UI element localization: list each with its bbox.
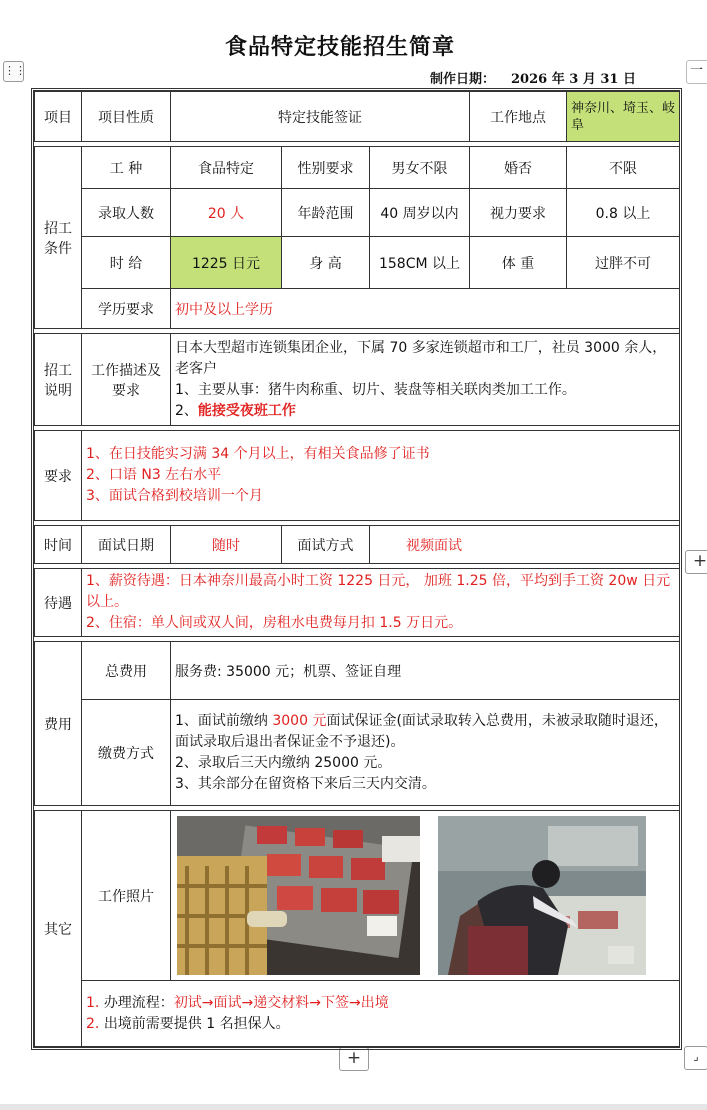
conditions-section: 招工条件	[35, 147, 82, 329]
treatment-item-2: 2、住宿：单人间或双人间，房租水电费每月扣 1.5 万日元。	[86, 615, 463, 631]
payment-item-2: 2、录取后三天内缴纳 25000 元。	[175, 754, 392, 771]
treatment-content	[82, 569, 680, 637]
gender-label: 性别要求	[282, 147, 370, 189]
process-number: 1.	[86, 994, 104, 1011]
gender-value: 男女不限	[370, 147, 470, 189]
job-type-label: 工 种	[82, 147, 171, 189]
marriage-value: 不限	[567, 147, 680, 189]
wage-value: 1225 日元	[171, 237, 282, 289]
marriage-label: 婚否	[470, 147, 567, 189]
header-item: 项目	[35, 92, 82, 142]
requirement-item-1: 1、在日技能实习满 34 个月以上，有相关食品修了证书	[86, 446, 430, 462]
add-column-plus-icon[interactable]: +	[685, 550, 707, 574]
conditions-row-2	[35, 189, 680, 237]
header-nature-value: 特定技能签证	[171, 92, 470, 142]
height-value: 158CM 以上	[370, 237, 470, 289]
header-row	[35, 92, 680, 142]
total-fee-label: 总费用	[82, 642, 171, 700]
date-label: 制作日期：	[430, 72, 496, 87]
education-label: 学历要求	[82, 289, 171, 329]
description-line-3-prefix: 2、	[175, 402, 198, 419]
requirements-content	[82, 431, 680, 521]
height-label: 身 高	[282, 237, 370, 289]
other-notes	[82, 981, 680, 1047]
add-row-plus-icon[interactable]: +	[339, 1047, 369, 1071]
header-location: 工作地点	[470, 92, 567, 142]
wage-label: 时 给	[82, 237, 171, 289]
description-content	[171, 334, 680, 426]
description-line-3	[175, 401, 675, 422]
photos-cell	[171, 811, 680, 981]
payment-content	[171, 700, 680, 806]
vision-label: 视力要求	[470, 189, 567, 237]
conditions-row-4	[35, 289, 680, 329]
description-label: 工作描述及要求	[82, 334, 171, 426]
conditions-row-3	[35, 237, 680, 289]
requirements-row	[35, 431, 680, 521]
process-line	[86, 993, 675, 1014]
process-steps: 初试→面试→递交材料→下签→出境	[173, 994, 389, 1011]
weight-value: 过胖不可	[567, 237, 680, 289]
payment-label: 缴费方式	[82, 700, 171, 806]
headcount-label: 录取人数	[82, 189, 171, 237]
worker-cutting-photo	[438, 816, 646, 975]
guarantor-text: 出境前需要提供 1 名担保人。	[103, 1015, 290, 1032]
payment-item-1	[175, 711, 675, 753]
page-title: 食品特定技能招生简章	[224, 35, 455, 60]
next-page-peek: 一	[686, 60, 707, 84]
age-value: 40 周岁以内	[370, 189, 470, 237]
treatment-section: 待遇	[35, 569, 82, 637]
age-label: 年龄范围	[282, 189, 370, 237]
other-row-1	[35, 811, 680, 981]
other-section: 其它	[35, 811, 82, 1047]
guarantor-number: 2.	[86, 1015, 104, 1032]
treatment-row	[35, 569, 680, 637]
process-label: 办理流程：	[103, 994, 174, 1011]
job-type-value: 食品特定	[171, 147, 282, 189]
description-line-2: 1、主要从事：猪牛肉称重、切片、装盘等相关联肉类加工工作。	[175, 381, 576, 398]
requirement-item-3: 3、面试合格到校培训一个月	[86, 488, 263, 504]
move-handle-icon[interactable]: ⋮⋮	[3, 61, 24, 82]
creation-date	[430, 68, 636, 87]
header-nature: 项目性质	[82, 92, 171, 142]
description-section: 招工说明	[35, 334, 82, 426]
other-row-2	[35, 981, 680, 1047]
treatment-item-1: 1、薪资待遇：日本神奈川最高小时工资 1225 日元， 加班 1.25 倍，平均到手工资 20w 日元以上。	[86, 573, 671, 610]
deposit-amount: 3000 元	[272, 712, 327, 729]
vision-value: 0.8 以上	[567, 189, 680, 237]
weight-label: 体 重	[470, 237, 567, 289]
bottom-scrollbar[interactable]	[0, 1104, 707, 1110]
payment-item-3: 3、其余部分在留资格下来后三天内交清。	[175, 775, 436, 792]
time-row	[35, 526, 680, 564]
education-value: 初中及以上学历	[171, 289, 680, 329]
header-location-value: 神奈川、埼玉、岐阜	[567, 92, 680, 142]
fees-section: 费用	[35, 642, 82, 806]
guarantor-line	[86, 1014, 675, 1035]
night-shift-note: 能接受夜班工作	[197, 402, 296, 419]
photos-label: 工作照片	[82, 811, 171, 981]
description-row	[35, 334, 680, 426]
time-section: 时间	[35, 526, 82, 564]
resize-corner-icon[interactable]: ⌟	[684, 1046, 707, 1070]
payment-item-1-a: 1、面试前缴纳	[175, 712, 273, 729]
fees-row-2	[35, 700, 680, 806]
interview-method-value: 视频面试	[370, 526, 680, 564]
total-fee-value: 服务费: 35000 元；机票、签证自理	[171, 642, 680, 700]
date-value: 2026 年 3 月 31 日	[511, 72, 636, 87]
interview-date-value: 随时	[171, 526, 282, 564]
requirement-item-2: 2、口语 N3 左右水平	[86, 467, 222, 483]
conditions-row-1	[35, 147, 680, 189]
headcount-value: 20 人	[171, 189, 282, 237]
meat-trays-photo	[177, 816, 420, 975]
interview-date-label: 面试日期	[82, 526, 171, 564]
requirements-section: 要求	[35, 431, 82, 521]
payment-item-1-b: 面试保证金(面试录取转入总费用，未被录取随时退还，面试录取后退出者保证金不予退还)。	[175, 712, 668, 750]
fees-row-1	[35, 642, 680, 700]
description-line-1: 日本大型超市连锁集团企业，下属 70 多家连锁超市和工厂，社员 3000 余人，老客户	[175, 339, 667, 377]
interview-method-label: 面试方式	[282, 526, 370, 564]
recruitment-table	[31, 88, 682, 1050]
